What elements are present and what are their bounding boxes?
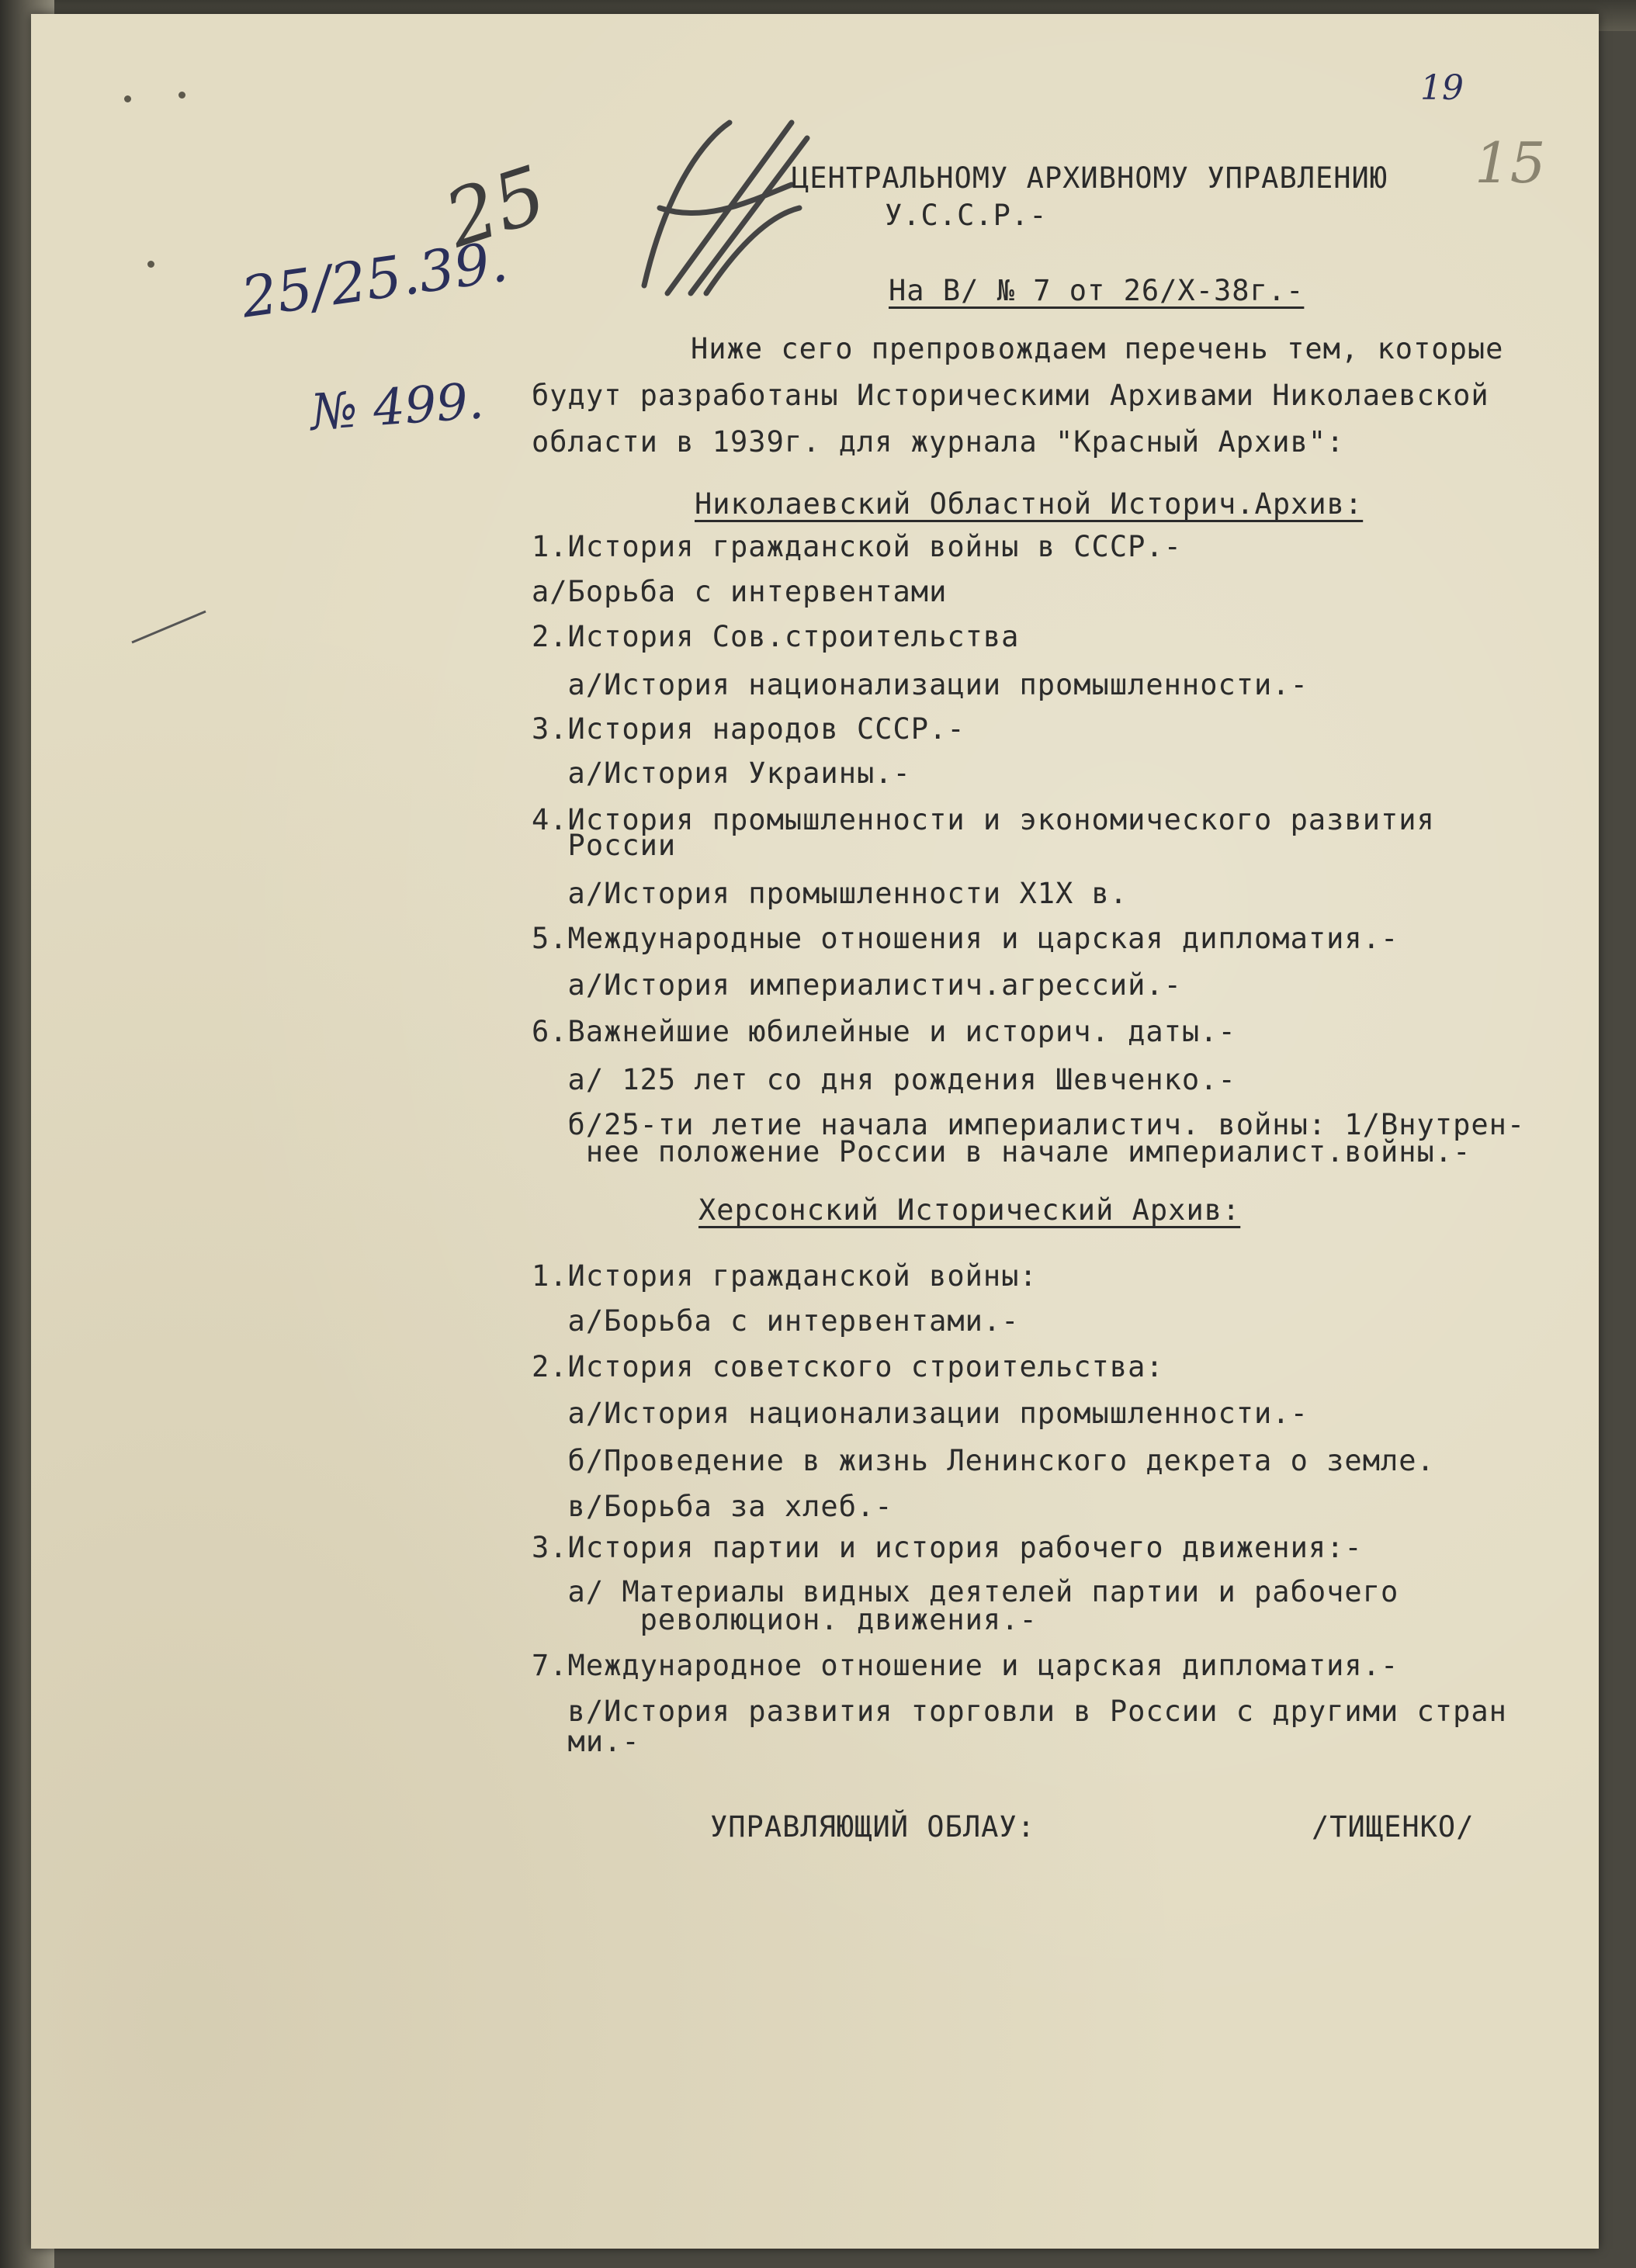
list-item: 7.Международное отношение и царская дипломатия.- bbox=[532, 1649, 1399, 1682]
signature-name: /ТИЩЕНКО/ bbox=[1312, 1810, 1475, 1844]
list-item: 1.История гражданской войны в СССР.- bbox=[532, 530, 1182, 563]
punch-hole bbox=[179, 92, 185, 99]
list-item: в/Борьба за хлеб.- bbox=[532, 1490, 893, 1523]
section-heading-nikolaev: Николаевский Областной Историч.Архив: bbox=[695, 487, 1364, 521]
list-item: а/Борьба с интервентами bbox=[532, 575, 948, 608]
list-item: 1.История гражданской войны: bbox=[532, 1259, 1038, 1293]
pencil-number: 25 bbox=[435, 148, 557, 265]
list-item: а/История Украины.- bbox=[532, 757, 911, 790]
intro-line-1: Ниже сего препровождаем перечень тем, которые bbox=[691, 332, 1504, 365]
reference-line: На В/ № 7 от 26/Х-38г.- bbox=[889, 274, 1305, 307]
intro-line-3: области в 1939г. для журнала "Красный Архив": bbox=[532, 425, 1345, 459]
list-item: в/История развития торговли в России с другими стран bbox=[532, 1695, 1507, 1728]
list-item: а/История империалистич.агрессий.- bbox=[532, 968, 1182, 1002]
ink-registration-number-2: № 499. bbox=[308, 372, 486, 442]
punch-hole bbox=[147, 261, 154, 268]
list-item: ми.- bbox=[532, 1725, 640, 1758]
list-item: 4.История промышленности и экономического развития bbox=[532, 803, 1435, 836]
pencil-scribble bbox=[613, 92, 815, 317]
ink-tick-mark bbox=[128, 604, 213, 650]
list-item: 6.Важнейшие юбилейные и историч. даты.- bbox=[532, 1015, 1236, 1048]
list-item: 3.История народов СССР.- bbox=[532, 712, 965, 746]
document-page bbox=[31, 14, 1599, 2249]
list-item: б/Проведение в жизнь Ленинского декрета о земле. bbox=[532, 1444, 1435, 1477]
list-item: 2.История советского строительства: bbox=[532, 1350, 1164, 1383]
addressee-line-2: У.С.С.Р.- bbox=[885, 199, 1048, 232]
list-item: б/25-ти летие начала империалистич. войны: 1/Внутрен- bbox=[532, 1108, 1526, 1141]
list-item: а/История национализации промышленности.- bbox=[532, 668, 1308, 701]
section-heading-kherson: Херсонский Исторический Архив: bbox=[698, 1193, 1241, 1227]
signature-title: УПРАВЛЯЮЩИЙ ОБЛАУ: bbox=[710, 1810, 1035, 1844]
list-item: революцион. движения.- bbox=[532, 1603, 1038, 1636]
list-item: 3.История партии и история рабочего движения:- bbox=[532, 1531, 1363, 1564]
punch-hole bbox=[124, 95, 131, 102]
folio-number: 19 bbox=[1420, 68, 1464, 108]
list-item: нее положение России в начале империалист.войны.- bbox=[532, 1135, 1471, 1169]
list-item: России bbox=[532, 829, 677, 862]
list-item: а/ 125 лет со дня рождения Шевченко.- bbox=[532, 1063, 1236, 1096]
intro-line-2: будут разработаны Историческими Архивами Николаевской bbox=[532, 379, 1489, 412]
list-item: 2.История Сов.строительства bbox=[532, 620, 1020, 653]
list-item: а/ Материалы видных деятелей партии и рабочего bbox=[532, 1575, 1399, 1608]
addressee-line-1: ЦЕНТРАЛЬНОМУ АРХИВНОМУ УПРАВЛЕНИЮ bbox=[792, 161, 1388, 195]
list-item: а/Борьба с интервентами.- bbox=[532, 1304, 1020, 1338]
page-number: 15 bbox=[1475, 130, 1546, 196]
list-item: а/История национализации промышленности.- bbox=[532, 1397, 1308, 1430]
ink-registration-number: 25/25.39. bbox=[237, 228, 512, 331]
list-item: а/История промышленности Х1Х в. bbox=[532, 877, 1128, 910]
list-item: 5.Международные отношения и царская дипломатия.- bbox=[532, 922, 1399, 955]
